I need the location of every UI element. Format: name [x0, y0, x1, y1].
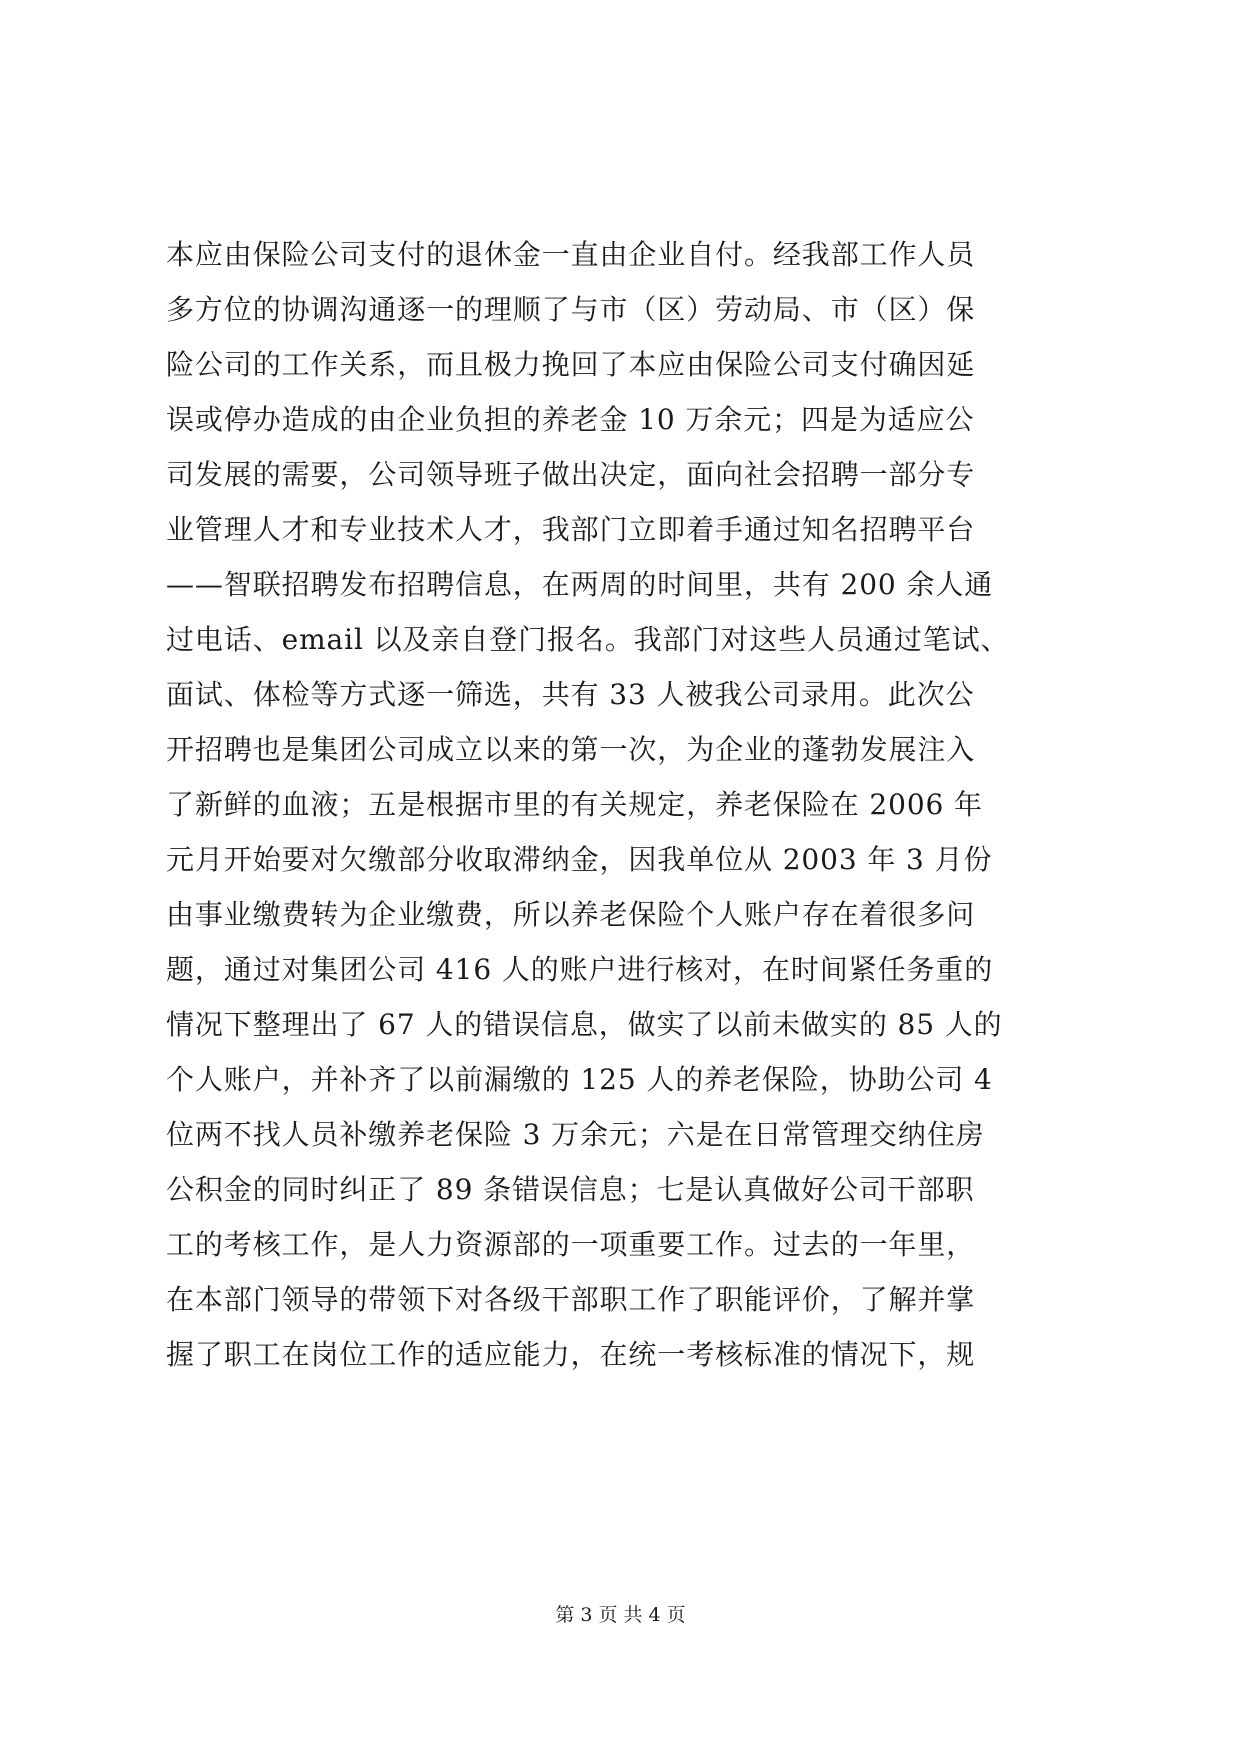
- text-line: 本应由保险公司支付的退休金一直由企业自付。经我部工作人员: [166, 238, 976, 271]
- body-text: [166, 227, 1096, 1382]
- text-line: 握了职工在岗位工作的适应能力，在统一考核标准的情况下，规: [166, 1338, 976, 1371]
- text-line: 由事业缴费转为企业缴费，所以养老保险个人账户存在着很多问: [166, 898, 976, 931]
- text-line: 元月开始要对欠缴部分收取滞纳金，因我单位从 2003 年 3 月份: [166, 843, 993, 876]
- text-line: ——智联招聘发布招聘信息，在两周的时间里，共有 200 余人通: [166, 568, 994, 601]
- text-line: 过电话、email 以及亲自登门报名。我部门对这些人员通过笔试、: [166, 623, 1010, 656]
- text-line: 公积金的同时纠正了 89 条错误信息；七是认真做好公司干部职: [166, 1173, 975, 1206]
- text-line: 误或停办造成的由企业负担的养老金 10 万余元；四是为适应公: [166, 403, 975, 436]
- page-number: 第 3 页 共 4 页: [555, 1604, 686, 1626]
- text-line: 工的考核工作，是人力资源部的一项重要工作。过去的一年里，: [166, 1228, 976, 1261]
- text-line: 开招聘也是集团公司成立以来的第一次，为企业的蓬勃发展注入: [166, 733, 976, 766]
- text-line: 题，通过对集团公司 416 人的账户进行核对，在时间紧任务重的: [166, 953, 994, 986]
- text-line: 面试、体检等方式逐一筛选，共有 33 人被我公司录用。此次公: [166, 678, 975, 711]
- text-line: 位两不找人员补缴养老保险 3 万余元；六是在日常管理交纳住房: [166, 1118, 985, 1151]
- text-line: 在本部门领导的带领下对各级干部职工作了职能评价，了解并掌: [166, 1283, 976, 1316]
- text-line: 情况下整理出了 67 人的错误信息，做实了以前未做实的 85 人的: [166, 1008, 1003, 1041]
- page-footer: [0, 1602, 1241, 1628]
- text-line: 个人账户，并补齐了以前漏缴的 125 人的养老保险，协助公司 4: [166, 1063, 993, 1096]
- text-line: 险公司的工作关系，而且极力挽回了本应由保险公司支付确因延: [166, 348, 976, 381]
- text-line: 业管理人才和专业技术人才，我部门立即着手通过知名招聘平台: [166, 513, 976, 546]
- text-line: 多方位的协调沟通逐一的理顺了与市（区）劳动局、市（区）保: [166, 293, 976, 326]
- text-line: 了新鲜的血液；五是根据市里的有关规定，养老保险在 2006 年: [166, 788, 983, 821]
- text-line: 司发展的需要，公司领导班子做出决定，面向社会招聘一部分专: [166, 458, 976, 491]
